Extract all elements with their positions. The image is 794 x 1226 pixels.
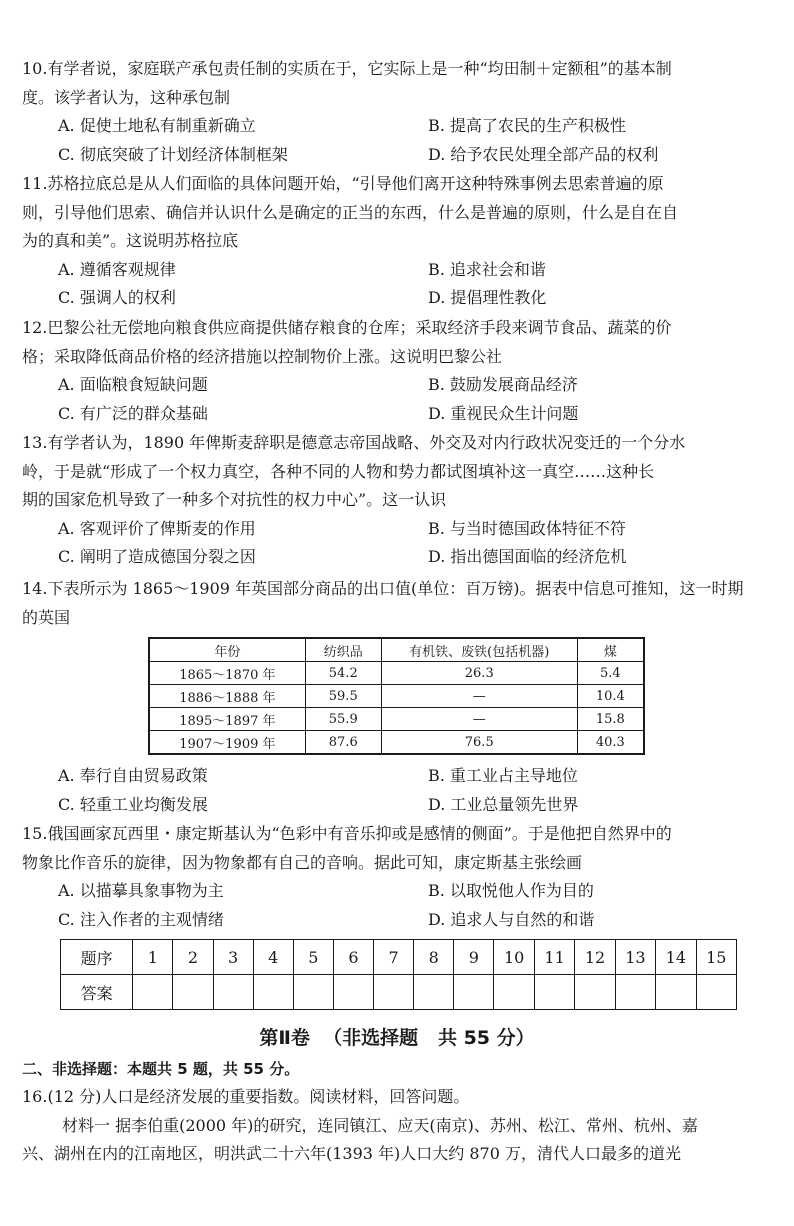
question-stem: 14.下表所示为 1865～1909 年英国部分商品的出口值(单位：百万镑)。据表中信息可推知，这一时期 xyxy=(22,579,744,598)
option-row xyxy=(22,906,774,935)
option-c: C. 彻底突破了计划经济体制框架 xyxy=(58,144,288,164)
section-heading: 二、非选择题：本题共 5 题，共 55 分。 xyxy=(22,1060,300,1078)
answer-row-label: 题序 xyxy=(61,940,133,975)
option-row xyxy=(22,112,774,141)
option-row xyxy=(22,284,774,313)
answer-cell[interactable] xyxy=(534,975,574,1010)
question-number: 12 xyxy=(575,940,615,975)
option-c: C. 有广泛的群众基础 xyxy=(58,403,208,423)
answer-cell[interactable] xyxy=(293,975,333,1010)
table-row xyxy=(149,685,644,708)
part-two-title: 第Ⅱ卷 （非选择题 共 55 分） xyxy=(259,1027,535,1049)
answer-fill-row xyxy=(61,975,737,1010)
answer-cell[interactable] xyxy=(494,975,534,1010)
question-14 xyxy=(22,575,774,632)
option-d: D. 工业总量领先世界 xyxy=(428,794,579,814)
option-a: A. 促使土地私有制重新确立 xyxy=(58,116,256,135)
question-12 xyxy=(22,314,774,428)
table-cell: 59.5 xyxy=(305,685,381,708)
option-d: D. 给予农民处理全部产品的权利 xyxy=(428,144,659,164)
question-number: 10 xyxy=(494,940,534,975)
answer-cell[interactable] xyxy=(333,975,373,1010)
material-text: 兴、湖州在内的江南地区，明洪武二十六年(1393 年)人口大约 870 万，清代人口最多的道光 xyxy=(22,1144,682,1163)
answer-cell[interactable] xyxy=(575,975,615,1010)
question-14-options xyxy=(22,762,774,819)
option-c: C. 轻重工业均衡发展 xyxy=(58,794,208,814)
option-a: A. 面临粮食短缺问题 xyxy=(58,375,208,394)
option-d: D. 提倡理性教化 xyxy=(428,288,547,307)
answer-number-row xyxy=(61,940,737,975)
option-d: D. 追求人与自然的和谐 xyxy=(428,909,595,929)
table-cell: 15.8 xyxy=(577,708,644,731)
option-row xyxy=(22,791,774,820)
table-cell: 87.6 xyxy=(305,731,381,755)
table-header-row xyxy=(149,638,644,662)
table-row xyxy=(149,662,644,685)
option-row xyxy=(22,762,774,791)
option-b: B. 追求社会和谐 xyxy=(428,259,546,279)
table-header-cell: 有机铁、废铁(包括机器) xyxy=(381,638,577,662)
question-stem: 则，引导他们思索、确信并认识什么是确定的正当的东西，什么是普遍的原则，什么是自在自 xyxy=(22,202,679,222)
option-d: D. 指出德国面临的经济危机 xyxy=(428,547,627,566)
answer-cell[interactable] xyxy=(374,975,414,1010)
table-cell: — xyxy=(381,685,577,708)
question-number: 15 xyxy=(696,940,736,975)
table-header-cell: 年份 xyxy=(149,638,305,662)
question-number: 3 xyxy=(213,940,253,975)
option-b: B. 鼓励发展商品经济 xyxy=(428,375,578,394)
question-11 xyxy=(22,170,774,313)
answer-cell[interactable] xyxy=(213,975,253,1010)
question-stem: 10.有学者说，家庭联产承包责任制的实质在于，它实际上是一种“均田制＋定额租”的基本制 xyxy=(22,59,672,78)
option-b: B. 提高了农民的生产积极性 xyxy=(428,116,626,135)
option-a: A. 遵循客观规律 xyxy=(58,259,176,279)
option-b: B. 与当时德国政体特征不符 xyxy=(428,518,626,538)
question-number: 14 xyxy=(656,940,696,975)
option-row xyxy=(22,256,774,285)
question-number: 13 xyxy=(615,940,655,975)
question-16 xyxy=(22,1083,782,1169)
question-stem: 16.(12 分)人口是经济发展的重要指数。阅读材料，回答问题。 xyxy=(22,1087,470,1106)
option-d: D. 重视民众生计问题 xyxy=(428,403,579,423)
answer-cell[interactable] xyxy=(615,975,655,1010)
answer-cell[interactable] xyxy=(656,975,696,1010)
question-number: 6 xyxy=(333,940,373,975)
table-cell: 1907～1909 年 xyxy=(149,731,305,755)
question-number: 1 xyxy=(133,940,173,975)
table-cell: 26.3 xyxy=(381,662,577,685)
question-stem: 为的真和美”。这说明苏格拉底 xyxy=(22,231,239,250)
option-c: C. 阐明了造成德国分裂之因 xyxy=(58,547,256,566)
option-b: B. 以取悦他人作为目的 xyxy=(428,881,594,900)
question-number: 4 xyxy=(253,940,293,975)
table-cell: 40.3 xyxy=(577,731,644,755)
table-cell: 5.4 xyxy=(577,662,644,685)
option-row xyxy=(22,141,774,170)
question-number: 8 xyxy=(414,940,454,975)
answer-cell[interactable] xyxy=(454,975,494,1010)
question-number: 11 xyxy=(534,940,574,975)
table-cell: 1865～1870 年 xyxy=(149,662,305,685)
table-cell: 54.2 xyxy=(305,662,381,685)
question-stem: 13.有学者认为，1890 年俾斯麦辞职是德意志帝国战略、外交及对内行政状况变迁的一个分水 xyxy=(22,433,686,452)
table-row xyxy=(149,731,644,755)
table-cell: 1895～1897 年 xyxy=(149,708,305,731)
question-number: 7 xyxy=(374,940,414,975)
question-15 xyxy=(22,820,774,934)
table-cell: 55.9 xyxy=(305,708,381,731)
option-a: A. 客观评价了俾斯麦的作用 xyxy=(58,518,256,538)
export-value-table xyxy=(148,637,645,755)
question-stem: 的英国 xyxy=(22,607,71,627)
option-row xyxy=(22,400,774,429)
answer-cell[interactable] xyxy=(173,975,213,1010)
question-stem: 期的国家危机导致了一种多个对抗性的权力中心”。这一认识 xyxy=(22,490,447,509)
table-cell: 76.5 xyxy=(381,731,577,755)
answer-grid xyxy=(60,939,737,1010)
table-header-cell: 纺织品 xyxy=(305,638,381,662)
question-13 xyxy=(22,429,774,572)
question-number: 5 xyxy=(293,940,333,975)
question-stem: 15.俄国画家瓦西里・康定斯基认为“色彩中有音乐抑或是感情的侧面”。于是他把自然界中的 xyxy=(22,824,672,843)
answer-cell[interactable] xyxy=(696,975,736,1010)
option-row xyxy=(22,371,774,400)
question-stem: 格；采取降低商品价格的经济措施以控制物价上涨。这说明巴黎公社 xyxy=(22,346,503,366)
answer-cell[interactable] xyxy=(414,975,454,1010)
question-stem: 岭，于是就“形成了一个权力真空，各种不同的人物和势力都试图填补这一真空……这种长 xyxy=(22,461,655,481)
option-a: A. 奉行自由贸易政策 xyxy=(58,766,208,785)
option-row xyxy=(22,877,774,906)
option-row xyxy=(22,543,774,572)
table-header-cell: 煤 xyxy=(577,638,644,662)
table-cell: 1886～1888 年 xyxy=(149,685,305,708)
answer-row-label: 答案 xyxy=(61,975,133,1010)
material-text: 材料一 据李伯重(2000 年)的研究，连同镇江、应天(南京)、苏州、松江、常州、杭州、嘉 xyxy=(62,1115,698,1135)
question-stem: 12.巴黎公社无偿地向粮食供应商提供储存粮食的仓库；采取经济手段来调节食品、蔬菜的价 xyxy=(22,318,672,337)
question-stem: 11.苏格拉底总是从人们面临的具体问题开始，“引导他们离开这种特殊事例去思索普遍的原 xyxy=(22,174,664,193)
answer-cell[interactable] xyxy=(133,975,173,1010)
question-stem: 度。该学者认为，这种承包制 xyxy=(22,87,231,107)
question-number: 2 xyxy=(173,940,213,975)
table-row xyxy=(149,708,644,731)
option-c: C. 注入作者的主观情绪 xyxy=(58,909,224,929)
option-a: A. 以描摹具象事物为主 xyxy=(58,881,224,900)
question-10 xyxy=(22,55,774,169)
question-stem: 物象比作音乐的旋律，因为物象都有自己的音响。据此可知，康定斯基主张绘画 xyxy=(22,852,583,872)
option-row xyxy=(22,515,774,544)
answer-cell[interactable] xyxy=(253,975,293,1010)
question-number: 9 xyxy=(454,940,494,975)
option-b: B. 重工业占主导地位 xyxy=(428,766,578,785)
table-cell: 10.4 xyxy=(577,685,644,708)
option-c: C. 强调人的权利 xyxy=(58,288,176,307)
table-cell: — xyxy=(381,708,577,731)
